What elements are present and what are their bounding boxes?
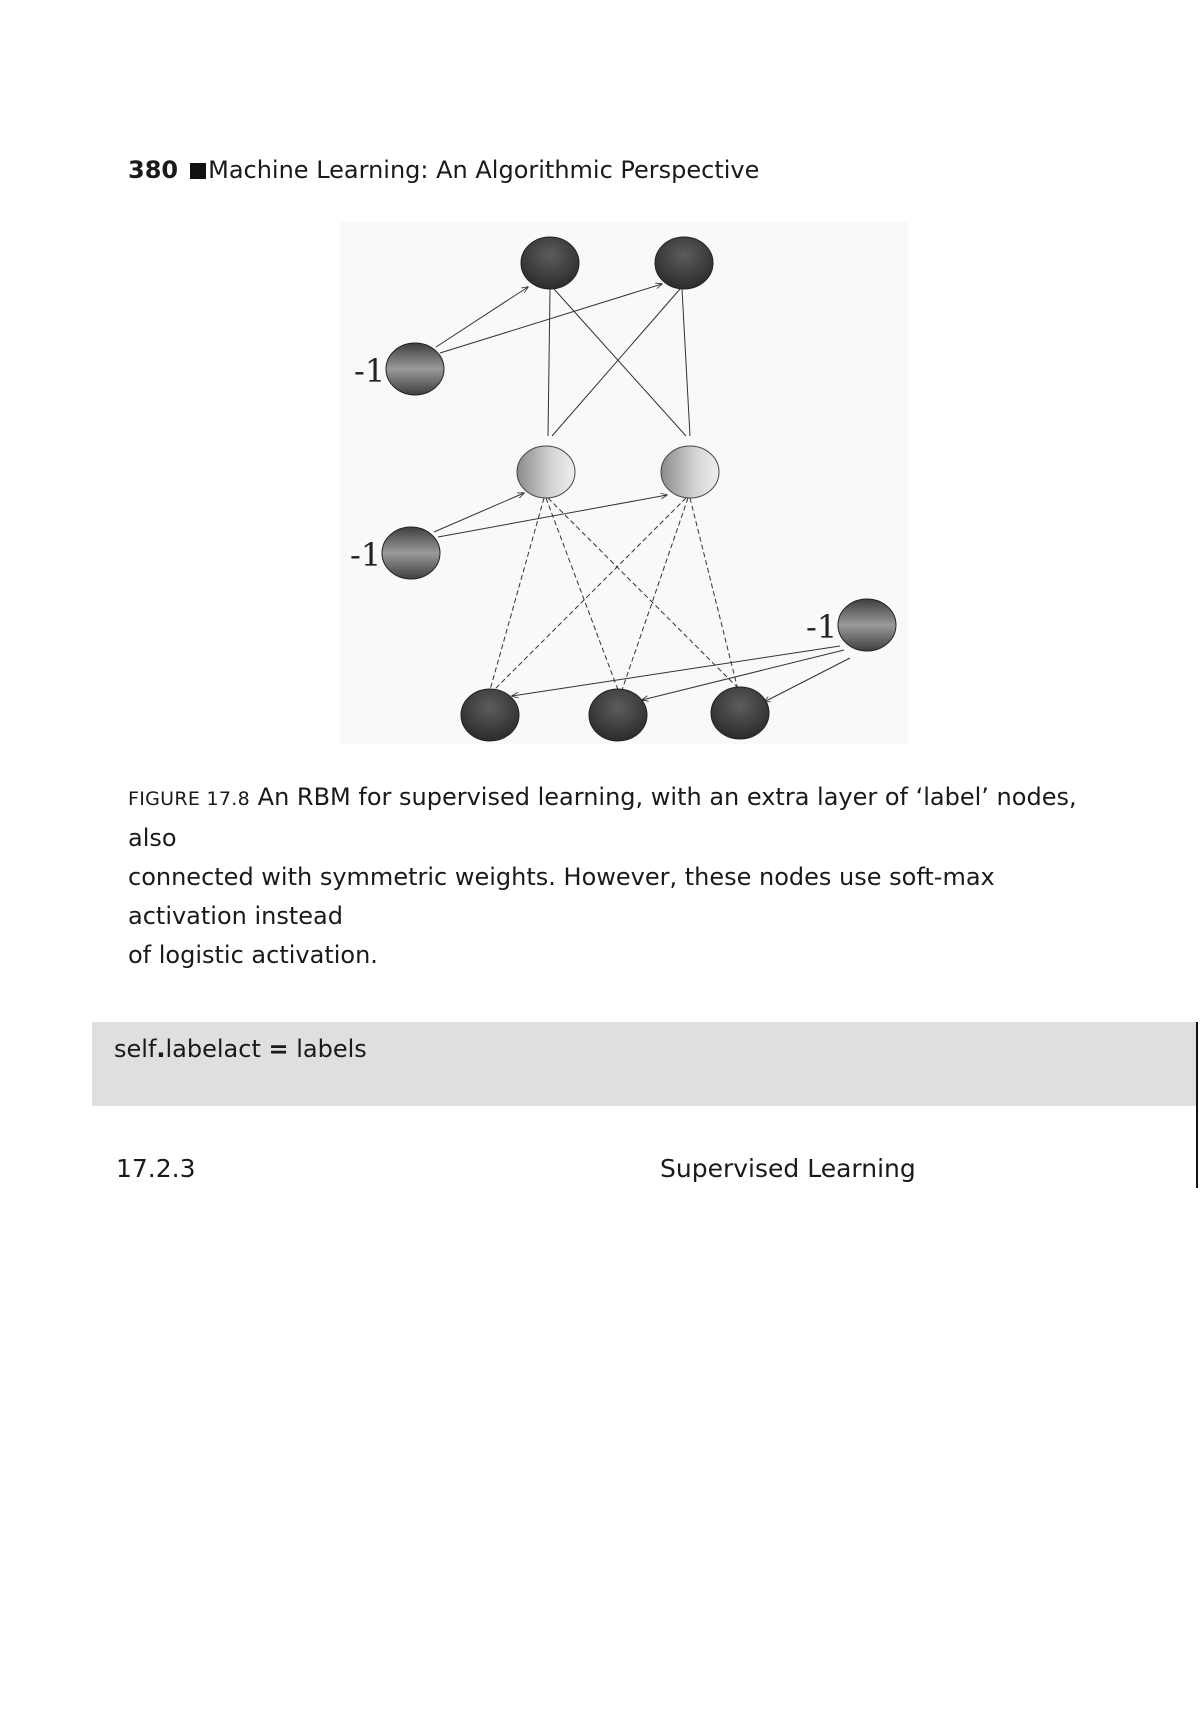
edge-hidden2-bottom3 — [690, 498, 738, 690]
figure-caption — [128, 778, 1183, 975]
code-operator: = — [268, 1035, 289, 1063]
code-block — [92, 1022, 1196, 1106]
edge-bias-top-2 — [440, 284, 662, 353]
edge-bias-bottom-3 — [764, 658, 850, 702]
visible-node-3 — [711, 687, 769, 739]
visible-node-2 — [589, 689, 647, 741]
edge-hidden1-bottom3 — [548, 498, 740, 690]
figure-label: FIGURE 17.8 — [128, 788, 251, 810]
edge-hidden1-bottom1 — [490, 498, 544, 690]
caption-line-5: of logistic activation. — [128, 941, 378, 969]
code-value: labels — [296, 1035, 367, 1063]
caption-text-1: An RBM for supervised learning, with an extra layer of ‘label’ nodes, — [257, 783, 1077, 811]
section-title: Supervised Learning — [660, 1154, 916, 1183]
code-line — [114, 1035, 367, 1063]
caption-line-3: connected with symmetric weights. However, these nodes use soft-max — [128, 863, 995, 891]
hidden-node-2 — [661, 446, 719, 498]
code-object: self — [114, 1035, 157, 1063]
running-header — [128, 156, 759, 184]
edge-hidden2-bottom2 — [622, 498, 688, 690]
hidden-node-1 — [517, 446, 575, 498]
edge-bias-top-1 — [436, 287, 528, 347]
page-number: 380 — [128, 156, 179, 184]
caption-line-2: also — [128, 824, 177, 852]
bias-label-top: -1 — [354, 352, 386, 390]
edge-top1-hidden1 — [548, 289, 550, 436]
edge-hidden1-bottom2 — [546, 498, 618, 690]
section-number: 17.2.3 — [116, 1154, 196, 1183]
square-bullet-icon — [190, 163, 206, 179]
rbm-network-diagram — [340, 222, 908, 744]
rbm-figure — [340, 222, 908, 744]
caption-line-4: activation instead — [128, 902, 343, 930]
bias-node-hidden — [382, 527, 440, 579]
label-node-1 — [521, 237, 579, 289]
bias-node-top — [386, 343, 444, 395]
edge-hidden2-bottom1 — [494, 498, 686, 690]
label-node-2 — [655, 237, 713, 289]
edge-bias-hidden-1 — [434, 493, 524, 532]
margin-rule — [1196, 1022, 1198, 1188]
edge-top2-hidden2 — [682, 289, 690, 436]
edge-top2-hidden1 — [552, 289, 680, 436]
caption-line-1 — [128, 778, 1183, 819]
book-title: Machine Learning: An Algorithmic Perspective — [208, 156, 760, 184]
code-attribute: labelact — [165, 1035, 261, 1063]
bias-label-hidden: -1 — [350, 536, 382, 574]
code-dot: . — [156, 1035, 166, 1063]
bias-node-bottom — [838, 599, 896, 651]
edge-top1-hidden2 — [554, 289, 686, 436]
visible-node-1 — [461, 689, 519, 741]
bias-label-bottom: -1 — [806, 608, 838, 646]
